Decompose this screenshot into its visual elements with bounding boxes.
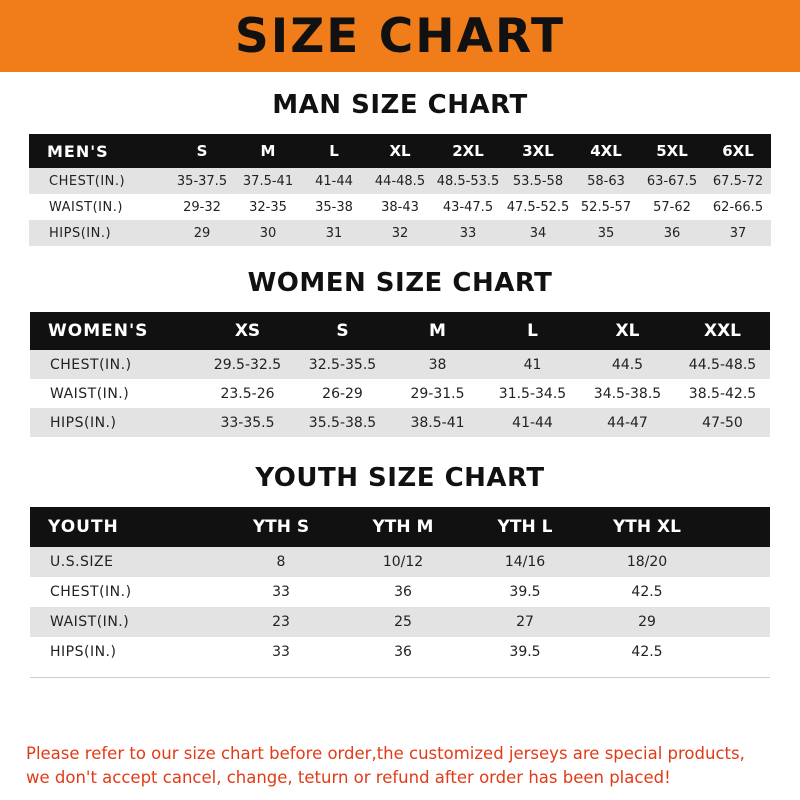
cell: 39.5 — [509, 584, 541, 600]
cell: 67.5-72 — [712, 173, 764, 189]
cell: 44.5 — [611, 356, 644, 373]
column-header: S — [196, 142, 208, 160]
cell: 42.5 — [631, 584, 663, 600]
cell: 26-29 — [322, 385, 363, 402]
column-header: YTH XL — [613, 517, 681, 537]
cell: 29.5-32.5 — [213, 356, 282, 373]
cell: 37 — [729, 225, 747, 241]
table-row — [29, 194, 771, 220]
cell: 36 — [663, 225, 681, 241]
cell: 62-66.5 — [712, 199, 764, 215]
cell: 29 — [638, 614, 656, 630]
column-header: YTH M — [372, 517, 434, 537]
row-label: HIPS(IN.) — [50, 414, 117, 431]
cell: 41 — [523, 356, 542, 373]
mens-size-table — [29, 134, 771, 246]
row-label: WAIST(IN.) — [50, 614, 130, 630]
cell: 47-50 — [702, 414, 743, 431]
column-header: 5XL — [656, 142, 688, 160]
column-header: YTH L — [497, 517, 553, 537]
cell: 29 — [193, 225, 211, 241]
cell: 31 — [325, 225, 343, 241]
cell: 23 — [272, 614, 290, 630]
cell: 42.5 — [631, 644, 663, 660]
cell: 38 — [428, 356, 447, 373]
youth-section-title: YOUTH SIZE CHART — [255, 463, 545, 493]
cell: 53.5-58 — [512, 173, 564, 189]
cell: 18/20 — [626, 554, 668, 570]
cell: 58-63 — [587, 173, 625, 189]
cell: 30 — [259, 225, 277, 241]
cell: 29-32 — [183, 199, 221, 215]
column-header: XS — [234, 321, 261, 341]
cell: 32-35 — [249, 199, 287, 215]
cell-spacer — [708, 577, 770, 607]
cell: 27 — [516, 614, 534, 630]
row-label: HIPS(IN.) — [49, 225, 112, 241]
cell: 36 — [394, 644, 412, 660]
cell: 31.5-34.5 — [498, 385, 567, 402]
cell: 33 — [272, 644, 290, 660]
cell: 25 — [394, 614, 412, 630]
women-size-section — [0, 268, 800, 437]
cell: 44.5-48.5 — [688, 356, 757, 373]
column-header: XXL — [703, 321, 742, 341]
youth-header-label: YOUTH — [48, 517, 119, 537]
row-label: U.S.SIZE — [50, 554, 114, 570]
row-label: HIPS(IN.) — [50, 644, 117, 660]
table-row — [29, 220, 771, 246]
table-row — [30, 379, 770, 408]
table-header-row — [30, 507, 770, 547]
cell-spacer — [708, 607, 770, 637]
cell: 35-38 — [315, 199, 353, 215]
header-banner — [0, 0, 800, 72]
column-header-spacer — [708, 507, 770, 547]
cell: 44-47 — [607, 414, 648, 431]
table-row — [30, 350, 770, 379]
cell: 33 — [272, 584, 290, 600]
womens-size-table — [30, 312, 770, 437]
row-label: WAIST(IN.) — [50, 385, 130, 402]
womens-header-label: WOMEN'S — [48, 321, 149, 341]
cell-spacer — [708, 547, 770, 577]
table-row — [29, 168, 771, 194]
man-section-title: MAN SIZE CHART — [272, 90, 528, 120]
women-section-title: WOMEN SIZE CHART — [247, 268, 553, 298]
table-header-row — [29, 134, 771, 168]
cell: 23.5-26 — [220, 385, 275, 402]
cell: 52.5-57 — [580, 199, 632, 215]
cell-spacer — [708, 637, 770, 667]
table-header-row — [30, 312, 770, 350]
cell: 8 — [276, 554, 286, 570]
column-header: L — [329, 142, 339, 160]
column-header: L — [527, 321, 538, 341]
cell: 57-62 — [653, 199, 691, 215]
column-header: M — [429, 321, 446, 341]
cell: 34.5-38.5 — [593, 385, 662, 402]
cell: 41-44 — [315, 173, 353, 189]
cell: 35.5-38.5 — [308, 414, 377, 431]
youth-size-section — [0, 463, 800, 678]
row-label: WAIST(IN.) — [49, 199, 123, 215]
column-header: XL — [389, 142, 411, 160]
column-header: 2XL — [452, 142, 484, 160]
cell: 48.5-53.5 — [436, 173, 500, 189]
cell: 38.5-41 — [410, 414, 465, 431]
cell: 34 — [529, 225, 547, 241]
table-row — [30, 408, 770, 437]
cell: 44-48.5 — [374, 173, 426, 189]
cell: 32 — [391, 225, 409, 241]
table-row — [30, 547, 770, 577]
row-label: CHEST(IN.) — [50, 584, 132, 600]
cell: 14/16 — [504, 554, 546, 570]
cell: 38.5-42.5 — [688, 385, 757, 402]
cell: 10/12 — [382, 554, 424, 570]
cell: 32.5-35.5 — [308, 356, 377, 373]
footer-line-2: we don't accept cancel, change, teturn or refund after order has been placed! — [26, 768, 671, 788]
cell: 33-35.5 — [220, 414, 275, 431]
column-header: S — [336, 321, 349, 341]
table-row — [30, 577, 770, 607]
divider — [30, 677, 770, 678]
cell: 36 — [394, 584, 412, 600]
cell: 38-43 — [381, 199, 419, 215]
column-header: M — [260, 142, 276, 160]
cell: 63-67.5 — [646, 173, 698, 189]
cell: 39.5 — [509, 644, 541, 660]
cell: 33 — [459, 225, 477, 241]
column-header: 6XL — [722, 142, 754, 160]
column-header: YTH S — [252, 517, 310, 537]
youth-size-table — [30, 507, 770, 667]
page-title: SIZE CHART — [234, 8, 566, 64]
footer-disclaimer — [0, 742, 800, 790]
cell: 47.5-52.5 — [506, 199, 570, 215]
table-row — [30, 637, 770, 667]
table-row — [30, 607, 770, 637]
cell: 37.5-41 — [242, 173, 294, 189]
mens-header-label: MEN'S — [47, 141, 109, 161]
column-header: 4XL — [590, 142, 622, 160]
cell: 41-44 — [512, 414, 553, 431]
footer-line-1: Please refer to our size chart before order,the customized jerseys are special products, — [26, 744, 745, 764]
cell: 43-47.5 — [442, 199, 494, 215]
man-size-section — [0, 90, 800, 246]
row-label: CHEST(IN.) — [50, 356, 132, 373]
row-label: CHEST(IN.) — [49, 173, 126, 189]
column-header: 3XL — [522, 142, 554, 160]
cell: 29-31.5 — [410, 385, 465, 402]
column-header: XL — [615, 321, 640, 341]
cell: 35 — [597, 225, 615, 241]
cell: 35-37.5 — [176, 173, 228, 189]
